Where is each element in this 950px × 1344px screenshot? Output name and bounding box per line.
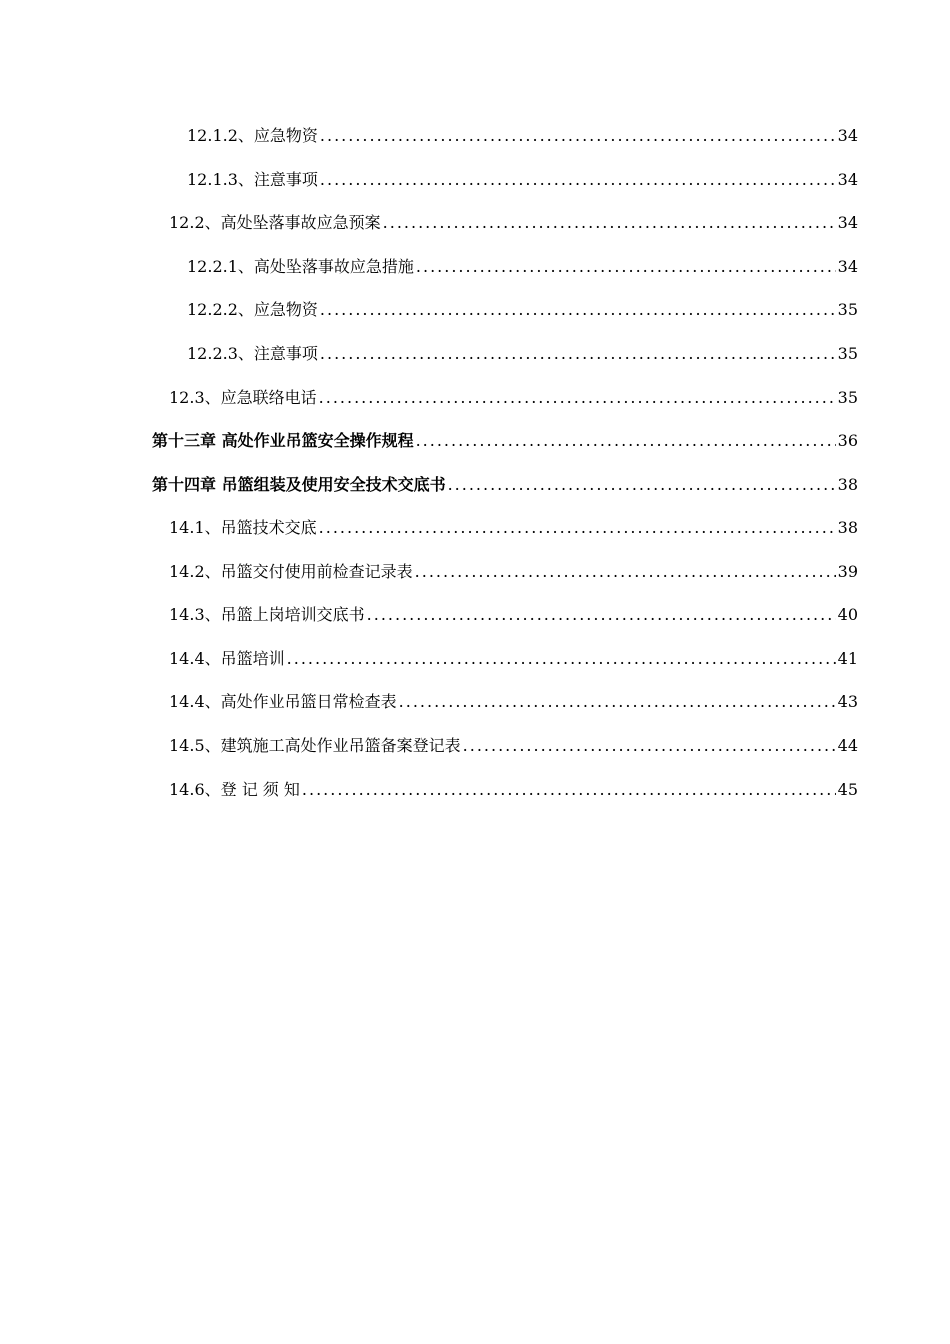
toc-entry-page: 41 (837, 649, 858, 668)
toc-entry-label: 12.2.1、高处坠落事故应急措施 (187, 257, 414, 276)
toc-dot-leader (320, 342, 836, 366)
toc-entry-label: 12.2.3、注意事项 (187, 344, 318, 363)
toc-entry-14-4-training[interactable] (169, 647, 858, 671)
toc-entry-label: 14.4、高处作业吊篮日常检查表 (169, 692, 397, 711)
toc-entry-label: 14.1、吊篮技术交底 (169, 518, 317, 537)
toc-entry-label: 14.5、建筑施工高处作业吊篮备案登记表 (169, 736, 461, 755)
toc-entry-page: 45 (837, 780, 858, 799)
toc-entry-page: 40 (837, 605, 858, 624)
toc-entry-label: 12.2、高处坠落事故应急预案 (169, 213, 381, 232)
toc-entry-12-2-3[interactable] (187, 342, 858, 366)
toc-entry-label: 12.1.2、应急物资 (187, 126, 318, 145)
toc-dot-leader (320, 298, 836, 322)
toc-entry-label: 14.3、吊篮上岗培训交底书 (169, 605, 365, 624)
toc-entry-page: 35 (837, 300, 858, 319)
toc-entry-14-5[interactable] (169, 734, 858, 758)
toc-entry-12-2[interactable] (169, 211, 858, 235)
toc-entry-14-3[interactable] (169, 603, 858, 627)
toc-entry-chapter-13[interactable] (152, 429, 858, 453)
toc-dot-leader (416, 255, 836, 279)
toc-dot-leader (320, 124, 836, 148)
toc-dot-leader (319, 386, 836, 410)
toc-entry-label: 12.2.2、应急物资 (187, 300, 318, 319)
toc-entry-page: 43 (837, 692, 858, 711)
toc-entry-label: 12.3、应急联络电话 (169, 388, 317, 407)
toc-dot-leader (448, 473, 836, 497)
toc-entry-12-1-2[interactable] (187, 124, 858, 148)
toc-entry-label: 14.2、吊篮交付使用前检查记录表 (169, 562, 413, 581)
toc-entry-page: 35 (837, 388, 858, 407)
toc-dot-leader (319, 516, 836, 540)
toc-entry-page: 34 (837, 257, 858, 276)
toc-entry-chapter-14[interactable] (152, 473, 858, 497)
toc-entry-12-2-1[interactable] (187, 255, 858, 279)
toc-entry-page: 34 (837, 170, 858, 189)
toc-entry-label: 12.1.3、注意事项 (187, 170, 318, 189)
toc-entry-12-2-2[interactable] (187, 298, 858, 322)
toc-entry-label: 第十四章 吊篮组装及使用安全技术交底书 (152, 475, 446, 494)
toc-entry-page: 44 (837, 736, 858, 755)
toc-entry-page: 35 (837, 344, 858, 363)
toc-dot-leader (367, 603, 836, 627)
toc-entry-page: 34 (837, 126, 858, 145)
toc-entry-label: 14.4、吊篮培训 (169, 649, 285, 668)
toc-entry-12-1-3[interactable] (187, 168, 858, 192)
toc-entry-page: 36 (837, 431, 858, 450)
toc-dot-leader (415, 560, 836, 584)
toc-dot-leader (463, 734, 836, 758)
toc-entry-label: 第十三章 高处作业吊篮安全操作规程 (152, 431, 414, 450)
toc-dot-leader (320, 168, 836, 192)
toc-dot-leader (383, 211, 836, 235)
toc-entry-14-1[interactable] (169, 516, 858, 540)
toc-entry-14-2[interactable] (169, 560, 858, 584)
toc-entry-page: 34 (837, 213, 858, 232)
toc-entry-page: 39 (837, 562, 858, 581)
toc-entry-page: 38 (837, 518, 858, 537)
toc-dot-leader (302, 778, 836, 802)
toc-entry-12-3[interactable] (169, 386, 858, 410)
toc-entry-page: 38 (837, 475, 858, 494)
toc-dot-leader (399, 690, 836, 714)
toc-entry-label: 14.6、登 记 须 知 (169, 780, 300, 799)
toc-entry-14-4-daily-check[interactable] (169, 690, 858, 714)
toc-entry-14-6[interactable] (169, 778, 858, 802)
toc-dot-leader (416, 429, 836, 453)
toc-dot-leader (287, 647, 836, 671)
